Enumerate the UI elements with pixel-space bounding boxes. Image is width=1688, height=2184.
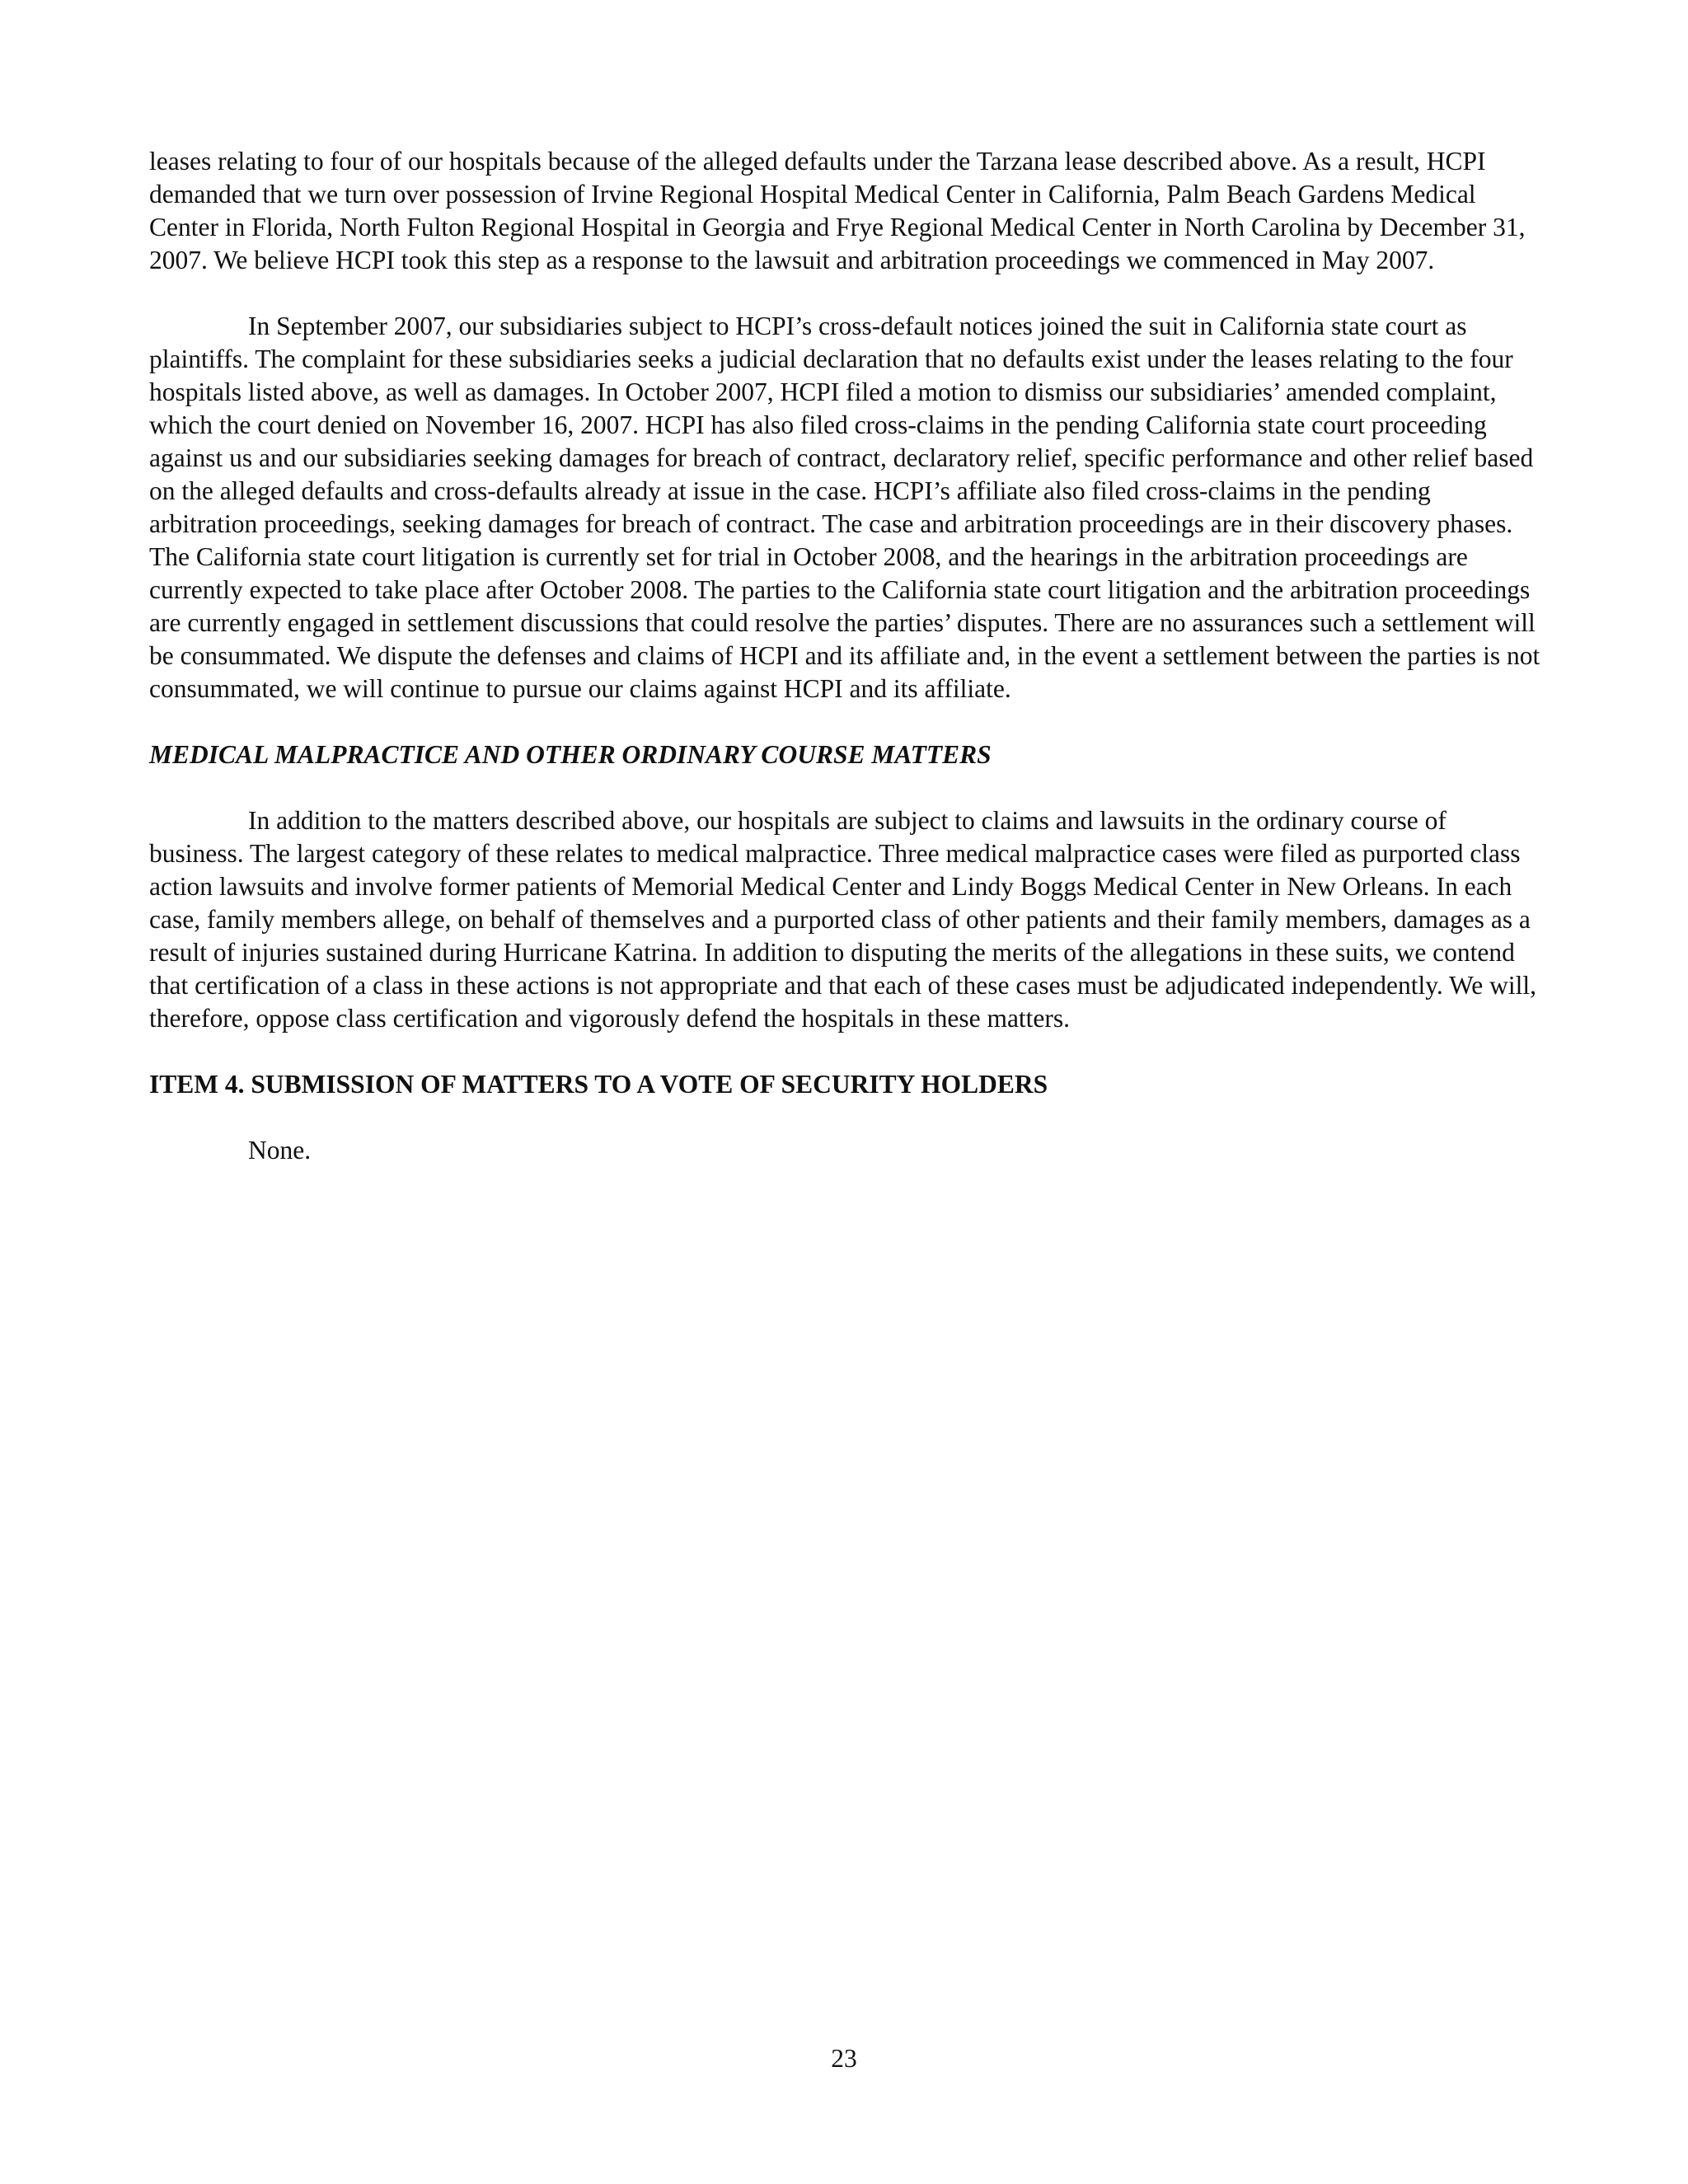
cross-default-paragraph: In September 2007, our subsidiaries subject to HCPI’s cross-default notices joined the suit in California state court as plaintiffs. The complaint for these subsidiaries seeks a judicial declaration that no defaults exist under the leases relating to the four hospitals listed above, as well as damages. In October 2007, HCPI filed a motion to dismiss our subsidiaries’ amended complaint, which the court denied on November 16, 2007. HCPI has also filed cross-claims in the pending California state court proceeding against us and our subsidiaries seeking damages for breach of contract, declaratory relief, specific performance and other relief based on the alleged defaults and cross-defaults already at issue in the case. HCPI’s affiliate also filed cross-claims in the pending arbitration proceedings, seeking damages for breach of contract. The case and arbitration proceedings are in their discovery phases. The California state court litigation is currently set for trial in October 2008, and the hearings in the arbitration proceedings are currently expected to take place after October 2008. The parties to the California state court litigation and the arbitration proceedings are currently engaged in settlement discussions that could resolve the parties’ disputes. There are no assurances such a settlement will be consummated. We dispute the defenses and claims of HCPI and its affiliate and, in the event a settlement between the parties is not consummated, we will continue to pursue our claims against HCPI and its affiliate. (149, 312, 1540, 703)
section-heading-item4: ITEM 4. SUBMISSION OF MATTERS TO A VOTE OF SECURITY HOLDERS (149, 1070, 1048, 1099)
item4-paragraph: None. (248, 1136, 312, 1165)
malpractice-paragraph: In addition to the matters described above, our hospitals are subject to claims and lawsuits in the ordinary course of business. The largest category of these relates to medical malpractice. Three medical malpractice cases were filed as purported class action lawsuits and involve former patients of Memorial Medical Center and Lindy Boggs Medical Center in New Orleans. In each case, family members allege, on behalf of themselves and a purported class of other patients and their family members, damages as a result of injuries sustained during Hurricane Katrina. In addition to disputing the merits of the allegations in these suits, we contend that certification of a class in these actions is not appropriate and that each of these cases must be adjudicated independently. We will, therefore, oppose class certification and vigorously defend the hospitals in these matters. (149, 806, 1537, 1033)
document-body (149, 145, 1542, 1167)
page-number: 23 (831, 2044, 857, 2073)
continued-paragraph: leases relating to four of our hospitals because of the alleged defaults under the Tarzana lease described above. As a result, HCPI demanded that we turn over possession of Irvine Regional Hospital Medical Center in California, Palm Beach Gardens Medical Center in Florida, North Fulton Regional Hospital in Georgia and Frye Regional Medical Center in North Carolina by December 31, 2007. We believe HCPI took this step as a response to the lawsuit and arbitration proceedings we commenced in May 2007. (149, 147, 1526, 274)
section-heading-malpractice: MEDICAL MALPRACTICE AND OTHER ORDINARY COURSE MATTERS (149, 740, 992, 769)
